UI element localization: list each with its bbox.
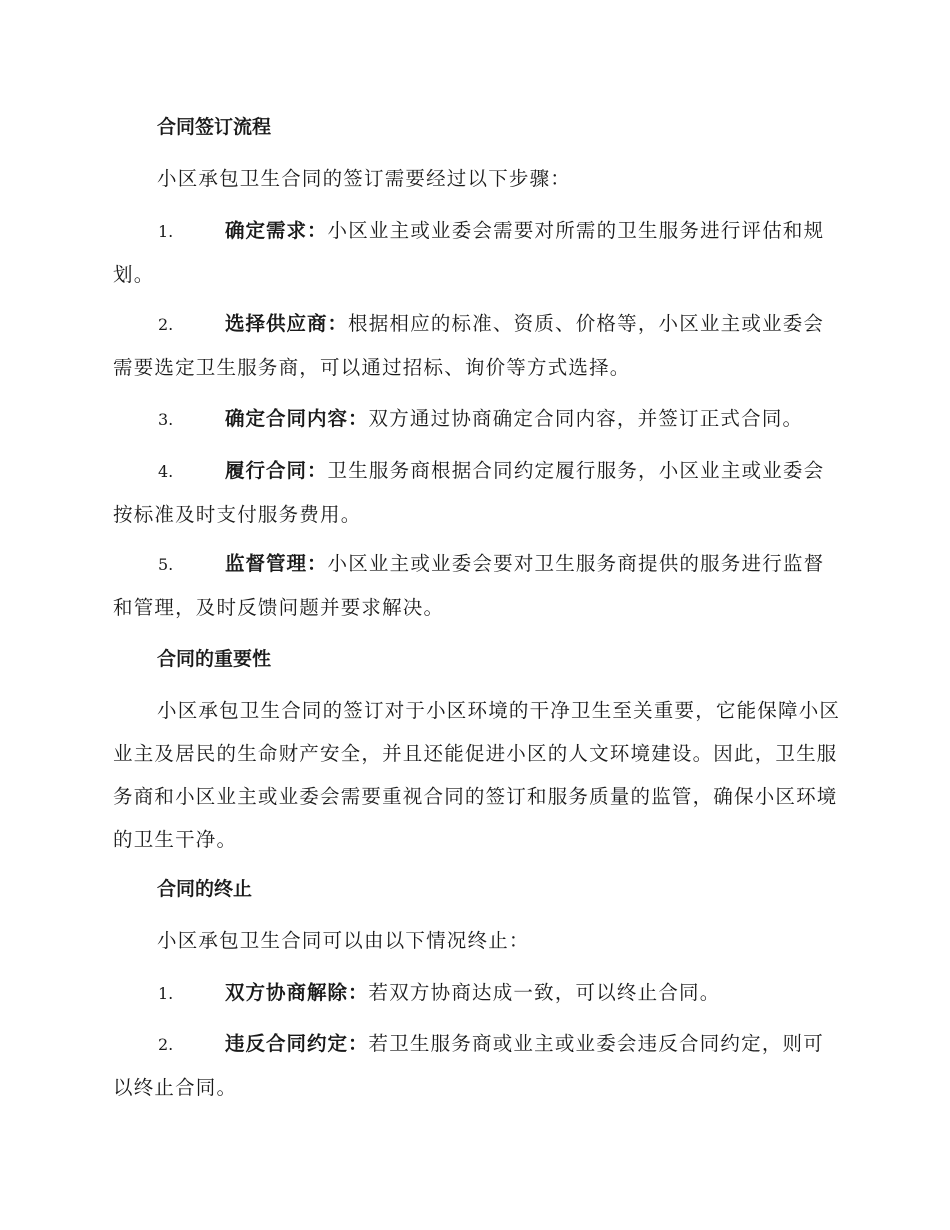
importance-body: 小区承包卫生合同的签订对于小区环境的干净卫生至关重要，它能保障小区业主及居民的生命财产安全，并且还能促进小区的人文环境建设。因此，卫生服务商和小区业主或业委会需要重视合同的签订和服务质量的监管，确保小区环境的卫生干净。 bbox=[113, 699, 841, 851]
termination-item-2 bbox=[113, 1022, 843, 1109]
step-number: 2. bbox=[158, 315, 174, 334]
step-text: 卫生服务商根据合同约定履行服务，小区业主或业委会按标准及时支付服务费用。 bbox=[113, 459, 825, 526]
step-number: 5. bbox=[158, 555, 174, 574]
termination-item-1 bbox=[113, 971, 843, 1015]
process-intro: 小区承包卫生合同的签订需要经过以下步骤： bbox=[157, 167, 572, 190]
item-term: 违反合同约定： bbox=[225, 1032, 369, 1055]
item-text: 若卫生服务商或业主或业委会违反合同约定，则可以终止合同。 bbox=[113, 1032, 824, 1099]
process-step-4 bbox=[113, 449, 843, 536]
process-step-2 bbox=[113, 302, 843, 389]
step-term: 监督管理： bbox=[225, 552, 328, 575]
item-term: 双方协商解除： bbox=[225, 981, 369, 1004]
step-term: 履行合同： bbox=[225, 459, 328, 482]
step-text: 双方通过协商确定合同内容，并签订正式合同。 bbox=[368, 407, 804, 430]
item-number: 1. bbox=[158, 984, 174, 1003]
heading-contract-importance: 合同的重要性 bbox=[157, 648, 272, 670]
heading-contract-process: 合同签订流程 bbox=[157, 116, 272, 138]
item-number: 2. bbox=[158, 1035, 174, 1054]
step-number: 4. bbox=[158, 462, 174, 481]
process-step-3 bbox=[113, 397, 843, 441]
step-term: 确定合同内容： bbox=[225, 407, 369, 430]
step-term: 选择供应商： bbox=[225, 312, 349, 335]
termination-intro: 小区承包卫生合同可以由以下情况终止： bbox=[157, 929, 530, 952]
process-step-5 bbox=[113, 542, 843, 629]
item-text: 若双方协商达成一致，可以终止合同。 bbox=[368, 981, 721, 1004]
step-number: 3. bbox=[158, 410, 174, 429]
step-text: 根据相应的标准、资质、价格等，小区业主或业委会需要选定卫生服务商，可以通过招标、询价等方式选择。 bbox=[113, 312, 825, 379]
step-text: 小区业主或业委会需要对所需的卫生服务进行评估和规划。 bbox=[113, 219, 825, 286]
process-step-1 bbox=[113, 209, 843, 296]
step-number: 1. bbox=[158, 222, 174, 241]
step-term: 确定需求： bbox=[225, 219, 328, 242]
step-text: 小区业主或业委会要对卫生服务商提供的服务进行监督和管理，及时反馈问题并要求解决。 bbox=[113, 552, 825, 619]
heading-contract-termination: 合同的终止 bbox=[157, 878, 253, 900]
